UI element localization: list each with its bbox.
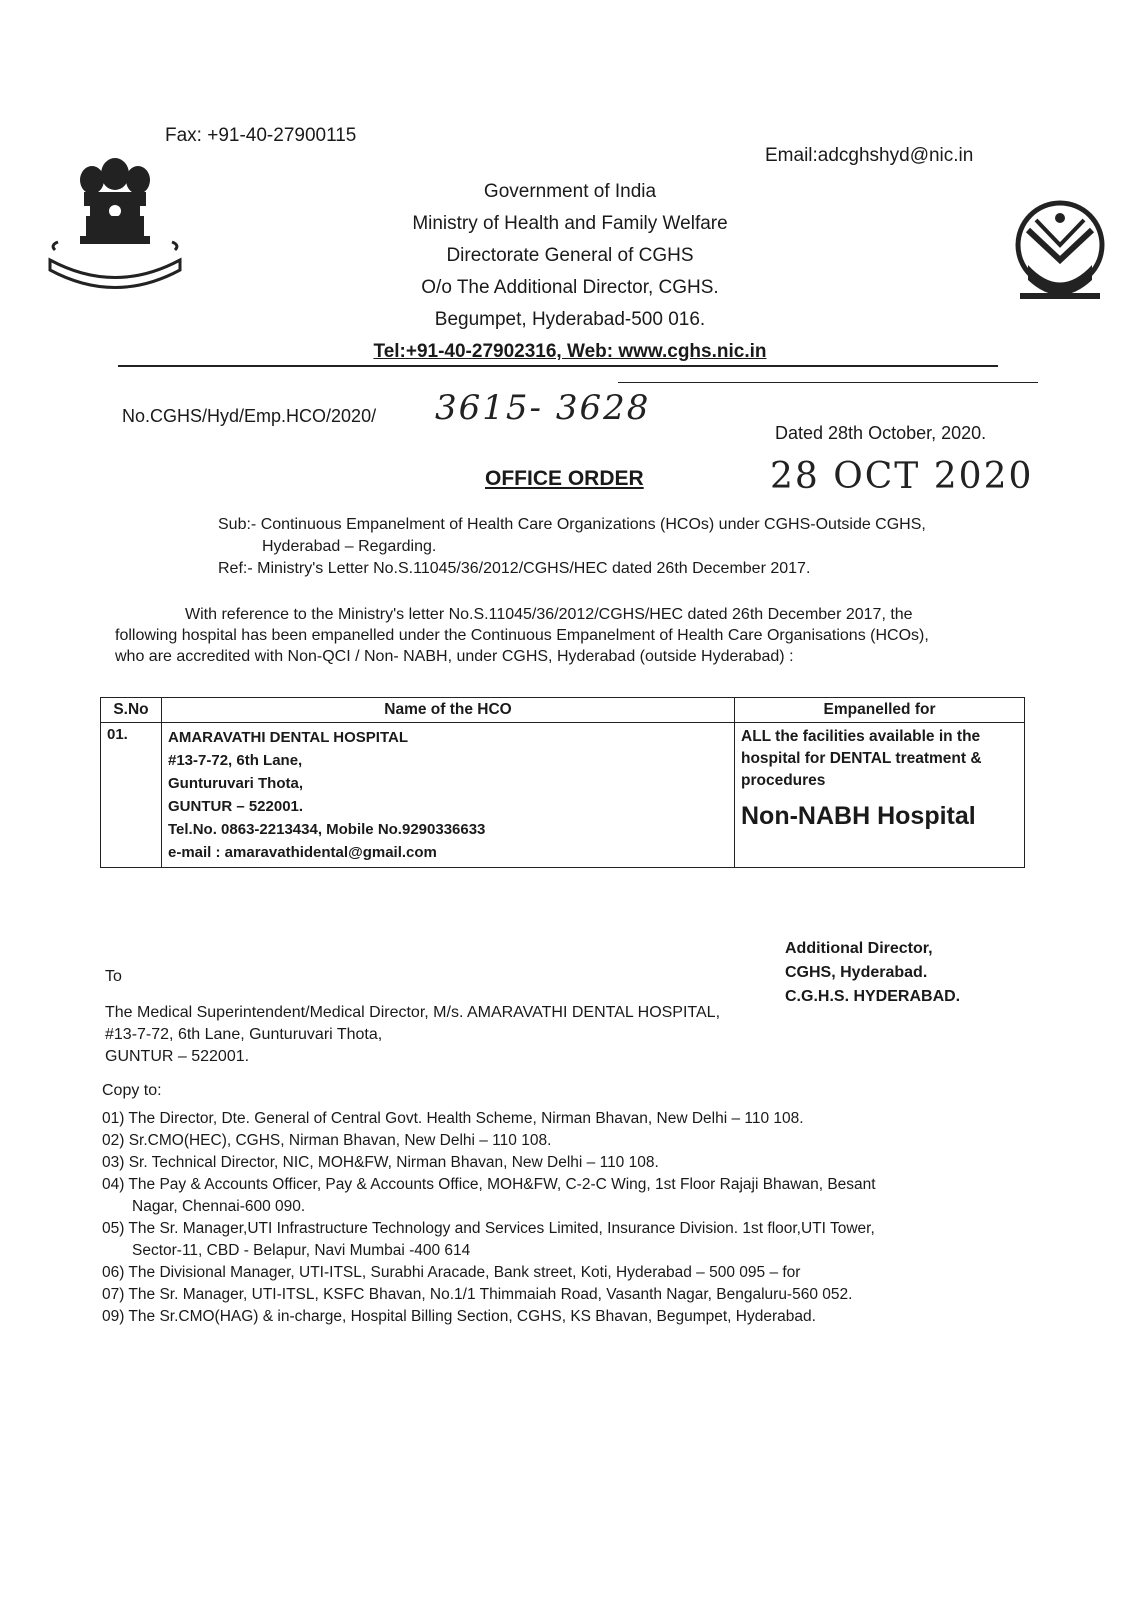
list-item: 03) Sr. Technical Director, NIC, MOH&FW, Nirman Bhavan, New Delhi – 110 108.: [102, 1154, 659, 1171]
subject-line-1: Sub:- Continuous Empanelment of Health Care Organizations (HCOs) under CGHS-Outside CGHS,: [218, 516, 926, 533]
to-label: To: [105, 968, 122, 985]
list-item: 06) The Divisional Manager, UTI-ITSL, Surabhi Aracade, Bank street, Koti, Hyderabad – 500 095 – for: [102, 1264, 801, 1281]
subject-line-2: Hyderabad – Regarding.: [262, 538, 437, 555]
addressee: [105, 1002, 795, 1068]
hco-email: e-mail : amaravathidental@gmail.com: [168, 844, 437, 861]
office-stamp: C.G.H.S. HYDERABAD.: [785, 988, 961, 1005]
list-item: 05) The Sr. Manager,UTI Infrastructure Technology and Services Limited, Insurance Division. 1st floor,UTI Tower,: [102, 1220, 875, 1237]
list-item-continued: Sector-11, CBD - Belapur, Navi Mumbai -400 614: [132, 1242, 471, 1259]
email-address: Email:adcghshyd@nic.in: [765, 145, 974, 166]
table-header-row: [101, 698, 1025, 723]
cghs-logo-icon: [1008, 190, 1113, 330]
reference-line: Ref:- Ministry's Letter No.S.11045/36/2012/CGHS/HEC dated 26th December 2017.: [218, 560, 811, 577]
list-item-continued: Nagar, Chennai-600 090.: [132, 1198, 306, 1215]
letterhead-line-1: Government of India: [483, 181, 657, 202]
hco-address-2: Gunturuvari Thota,: [168, 775, 303, 792]
hco-address-1: #13-7-72, 6th Lane,: [168, 752, 303, 769]
hco-city: GUNTUR – 522001.: [168, 798, 304, 815]
handwritten-dispatch-number: 3615- 3628: [435, 388, 651, 428]
row-hco-details: [162, 723, 735, 868]
signatory-office: CGHS, Hyderabad.: [785, 964, 928, 981]
header-rule-short: [618, 382, 1038, 383]
header-sno: S.No: [101, 698, 162, 723]
copy-to-list: [102, 1108, 982, 1328]
body-line-1: With reference to the Ministry's letter No.S.11045/36/2012/CGHS/HEC dated 26th December 2017, the: [185, 606, 913, 623]
list-item: 04) The Pay & Accounts Officer, Pay & Accounts Office, MOH&FW, C-2-C Wing, 1st Floor Rajaji Bhawan, Besant: [102, 1176, 876, 1193]
letterhead-line-2: Ministry of Health and Family Welfare: [412, 213, 728, 234]
copy-to-label: Copy to:: [102, 1082, 162, 1099]
letterhead-line-3: Directorate General of CGHS: [446, 245, 694, 266]
national-emblem-icon: [40, 150, 190, 300]
list-item: 07) The Sr. Manager, UTI-ITSL, KSFC Bhavan, No.1/1 Thimmaiah Road, Vasanth Nagar, Bengaluru-560 052.: [102, 1286, 853, 1303]
reference-number: No.CGHS/Hyd/Emp.HCO/2020/: [122, 406, 377, 426]
signatory-designation: Additional Director,: [785, 940, 933, 957]
addressee-line-3: GUNTUR – 522001.: [105, 1048, 250, 1065]
tel-web-line: [360, 336, 780, 368]
hco-phone: Tel.No. 0863-2213434, Mobile No.9290336633: [168, 821, 486, 838]
header-hco-name: Name of the HCO: [162, 698, 735, 723]
list-item: 01) The Director, Dte. General of Central Govt. Health Scheme, Nirman Bhavan, New Delhi – 110 108.: [102, 1110, 804, 1127]
list-item: 09) The Sr.CMO(HAG) & in-charge, Hospital Billing Section, CGHS, KS Bhavan, Begumpet, Hyderabad.: [102, 1308, 816, 1325]
body-paragraph: [115, 604, 1010, 667]
hco-name: AMARAVATHI DENTAL HOSPITAL: [168, 729, 408, 746]
letterhead: [360, 176, 780, 368]
hospital-category: Non-NABH Hospital: [741, 802, 976, 830]
header-rule: [118, 365, 998, 367]
hco-table: [100, 697, 1025, 868]
addressee-line-2: #13-7-72, 6th Lane, Gunturuvari Thota,: [105, 1026, 383, 1043]
subject: [218, 514, 998, 558]
row-empanelled-for: [735, 723, 1025, 868]
signature-block: [785, 937, 1005, 1009]
letterhead-line-4: O/o The Additional Director, CGHS.: [421, 277, 719, 298]
list-item: 02) Sr.CMO(HEC), CGHS, Nirman Bhavan, New Delhi – 110 108.: [102, 1132, 552, 1149]
empanelled-facilities: ALL the facilities available in the hospital for DENTAL treatment & procedures: [741, 728, 982, 789]
date-stamp: 28 OCT 2020: [770, 456, 1034, 497]
tel-web-text: Tel:+91-40-27902316, Web: www.cghs.nic.in: [373, 341, 767, 362]
fax-number: Fax: +91-40-27900115: [165, 125, 357, 146]
addressee-line-1: The Medical Superintendent/Medical Director, M/s. AMARAVATHI DENTAL HOSPITAL,: [105, 1004, 721, 1021]
header-empanelled-for: Empanelled for: [735, 698, 1025, 723]
row-sno: 01.: [101, 723, 162, 868]
letterhead-line-5: Begumpet, Hyderabad-500 016.: [434, 309, 706, 330]
body-line-3: who are accredited with Non-QCI / Non- NABH, under CGHS, Hyderabad (outside Hyderabad) :: [115, 648, 794, 665]
page-title: OFFICE ORDER: [485, 467, 644, 490]
body-line-2: following hospital has been empanelled under the Continuous Empanelment of Health Care Organisations (HCOs),: [115, 627, 929, 644]
table-row: [101, 723, 1025, 868]
order-date: Dated 28th October, 2020.: [775, 423, 987, 443]
